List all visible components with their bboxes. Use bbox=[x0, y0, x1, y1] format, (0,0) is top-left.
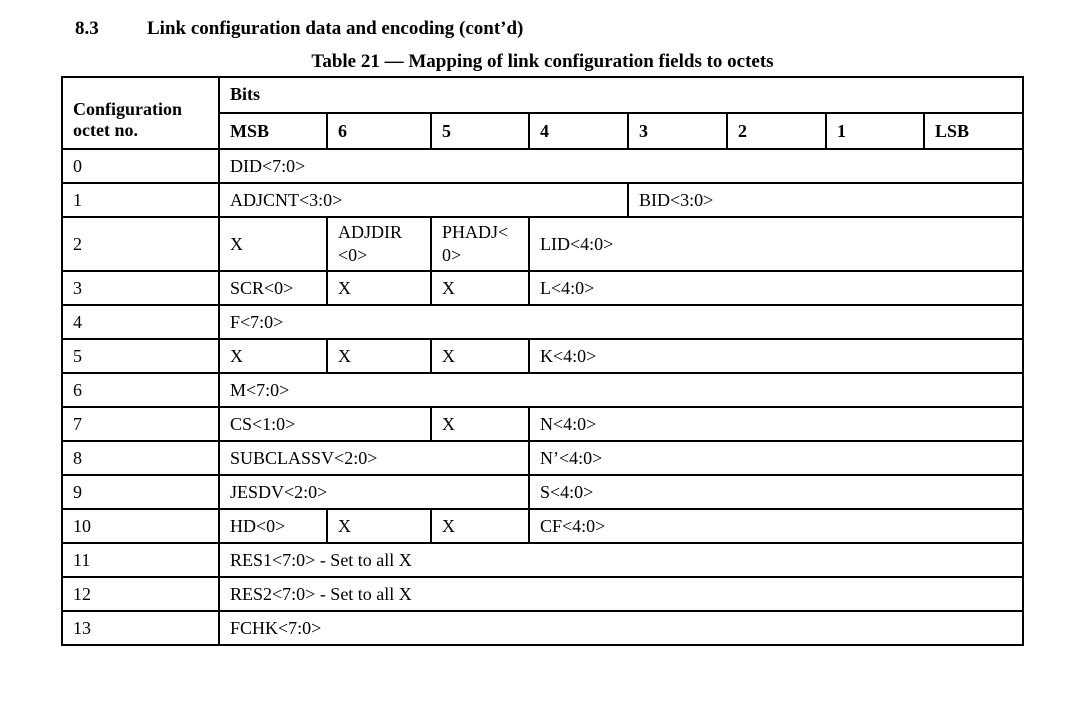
field-cell bbox=[529, 509, 1023, 543]
field-cell bbox=[529, 271, 1023, 305]
field-label: PHADJ< 0> bbox=[442, 222, 509, 265]
link-configuration-table bbox=[61, 76, 1024, 646]
field-cell bbox=[219, 577, 1023, 611]
octet-number-cell: 5 bbox=[62, 339, 219, 373]
field-label: X bbox=[338, 345, 351, 366]
table-row bbox=[62, 441, 1023, 475]
header-bit-lsb: LSB bbox=[924, 113, 1023, 149]
table-row bbox=[62, 475, 1023, 509]
field-cell bbox=[431, 339, 529, 373]
field-cell bbox=[219, 149, 1023, 183]
field-cell bbox=[431, 509, 529, 543]
header-bit-4: 4 bbox=[529, 113, 628, 149]
field-cell bbox=[219, 217, 327, 271]
table-row bbox=[62, 543, 1023, 577]
field-label: F<7:0> bbox=[230, 311, 284, 332]
table-row bbox=[62, 373, 1023, 407]
table-row bbox=[62, 407, 1023, 441]
field-cell bbox=[529, 407, 1023, 441]
octet-number-cell: 12 bbox=[62, 577, 219, 611]
table-row bbox=[62, 149, 1023, 183]
octet-number-cell: 10 bbox=[62, 509, 219, 543]
field-label: RES2<7:0> - Set to all X bbox=[230, 583, 412, 604]
field-label: SCR<0> bbox=[230, 277, 294, 298]
table-row bbox=[62, 183, 1023, 217]
octet-number-cell: 3 bbox=[62, 271, 219, 305]
header-bit-msb: MSB bbox=[219, 113, 327, 149]
octet-number-cell: 4 bbox=[62, 305, 219, 339]
field-cell bbox=[219, 611, 1023, 645]
header-bit-5: 5 bbox=[431, 113, 529, 149]
header-bit-2: 2 bbox=[727, 113, 826, 149]
table-row bbox=[62, 509, 1023, 543]
field-cell bbox=[529, 217, 1023, 271]
field-label: N<4:0> bbox=[540, 413, 597, 434]
header-bits: Bits bbox=[219, 77, 1023, 113]
field-label: JESDV<2:0> bbox=[230, 481, 328, 502]
field-label: DID<7:0> bbox=[230, 155, 306, 176]
field-cell bbox=[219, 441, 529, 475]
header-bit-6: 6 bbox=[327, 113, 431, 149]
field-label: SUBCLASSV<2:0> bbox=[230, 447, 378, 468]
field-cell bbox=[219, 475, 529, 509]
field-label: X bbox=[442, 515, 455, 536]
field-label: X bbox=[442, 277, 455, 298]
field-cell bbox=[219, 305, 1023, 339]
field-cell bbox=[219, 339, 327, 373]
table-row bbox=[62, 577, 1023, 611]
field-label: L<4:0> bbox=[540, 277, 595, 298]
field-label: RES1<7:0> - Set to all X bbox=[230, 549, 412, 570]
field-label: X bbox=[338, 277, 351, 298]
section-title: Link configuration data and encoding (cont’d) bbox=[147, 18, 524, 39]
octet-number-cell: 11 bbox=[62, 543, 219, 577]
table-row bbox=[62, 217, 1023, 271]
section-heading bbox=[75, 18, 523, 40]
field-label: X bbox=[230, 345, 243, 366]
field-cell bbox=[529, 475, 1023, 509]
octet-number-cell: 6 bbox=[62, 373, 219, 407]
octet-number-cell: 9 bbox=[62, 475, 219, 509]
field-label: X bbox=[442, 345, 455, 366]
octet-number-cell: 0 bbox=[62, 149, 219, 183]
field-cell bbox=[219, 183, 628, 217]
table-caption: Table 21 — Mapping of link configuration fields to octets bbox=[311, 51, 774, 72]
field-label: CS<1:0> bbox=[230, 413, 296, 434]
header-bit-3: 3 bbox=[628, 113, 727, 149]
octet-number-cell: 13 bbox=[62, 611, 219, 645]
field-label: N’<4:0> bbox=[540, 447, 603, 468]
octet-number-cell: 1 bbox=[62, 183, 219, 217]
field-cell bbox=[219, 407, 431, 441]
field-label: LID<4:0> bbox=[540, 233, 614, 254]
field-cell bbox=[327, 217, 431, 271]
field-label: HD<0> bbox=[230, 515, 286, 536]
table-row bbox=[62, 611, 1023, 645]
octet-number-cell: 2 bbox=[62, 217, 219, 271]
field-cell bbox=[219, 373, 1023, 407]
field-cell bbox=[327, 509, 431, 543]
field-cell bbox=[219, 271, 327, 305]
field-label: ADJCNT<3:0> bbox=[230, 189, 343, 210]
octet-number-cell: 8 bbox=[62, 441, 219, 475]
field-label: X bbox=[338, 515, 351, 536]
header-config-octet: Configuration octet no. bbox=[62, 77, 219, 149]
field-label: BID<3:0> bbox=[639, 189, 714, 210]
field-label: M<7:0> bbox=[230, 379, 290, 400]
field-label: S<4:0> bbox=[540, 481, 594, 502]
field-label: X bbox=[442, 413, 455, 434]
section-number: 8.3 bbox=[75, 18, 99, 39]
field-cell bbox=[219, 543, 1023, 577]
field-cell bbox=[628, 183, 1023, 217]
field-cell bbox=[327, 271, 431, 305]
field-cell bbox=[529, 339, 1023, 373]
field-cell bbox=[431, 217, 529, 271]
field-cell bbox=[431, 271, 529, 305]
field-cell bbox=[431, 407, 529, 441]
field-cell bbox=[327, 339, 431, 373]
field-cell bbox=[529, 441, 1023, 475]
table-row bbox=[62, 271, 1023, 305]
field-label: K<4:0> bbox=[540, 345, 597, 366]
table-row bbox=[62, 339, 1023, 373]
table-row bbox=[62, 305, 1023, 339]
field-label: ADJDIR <0> bbox=[338, 222, 403, 265]
field-cell bbox=[219, 509, 327, 543]
header-bit-1: 1 bbox=[826, 113, 924, 149]
field-label: X bbox=[230, 233, 243, 254]
field-label: FCHK<7:0> bbox=[230, 617, 322, 638]
field-label: CF<4:0> bbox=[540, 515, 606, 536]
header-row-bits bbox=[62, 77, 1023, 113]
octet-number-cell: 7 bbox=[62, 407, 219, 441]
